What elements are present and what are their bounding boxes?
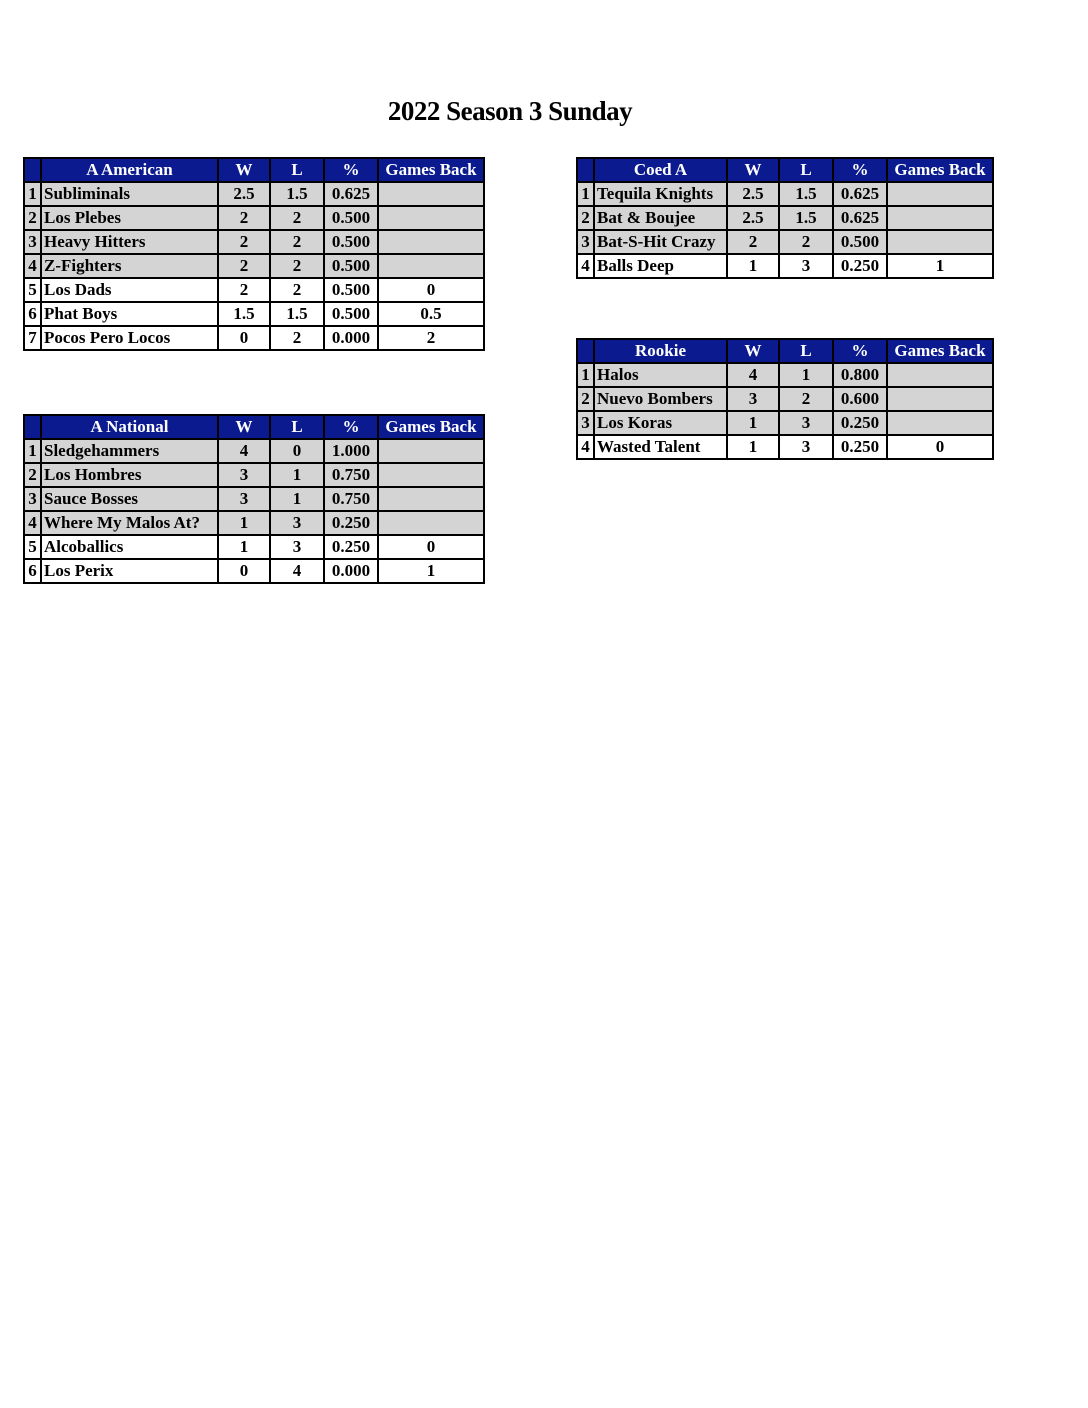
wins-cell: 3 [218, 487, 270, 511]
pct-cell: 0.500 [324, 230, 378, 254]
team-name-cell: Los Dads [41, 278, 218, 302]
rank-cell: 1 [24, 182, 41, 206]
table-header-row [577, 158, 993, 182]
table-row [577, 182, 993, 206]
games-back-header: Games Back [378, 158, 484, 182]
rank-cell: 5 [24, 278, 41, 302]
wins-cell: 2 [218, 206, 270, 230]
table-row [577, 206, 993, 230]
losses-header: L [779, 158, 833, 182]
wins-cell: 3 [218, 463, 270, 487]
games-back-cell [378, 206, 484, 230]
pct-cell: 0.625 [324, 182, 378, 206]
table-row [577, 411, 993, 435]
wins-header: W [727, 158, 779, 182]
losses-header: L [779, 339, 833, 363]
table-row [24, 559, 484, 583]
losses-header: L [270, 158, 324, 182]
pct-cell: 0.600 [833, 387, 887, 411]
rank-cell: 3 [577, 411, 594, 435]
rank-cell: 4 [577, 254, 594, 278]
standings-table-rookie [576, 338, 994, 460]
pct-cell: 0.250 [833, 411, 887, 435]
table-row [24, 463, 484, 487]
wins-cell: 1 [218, 535, 270, 559]
losses-cell: 1 [270, 463, 324, 487]
page-title: 2022 Season 3 Sunday [387, 96, 633, 126]
rank-cell: 3 [24, 230, 41, 254]
games-back-cell: 2 [378, 326, 484, 350]
team-name-cell: Los Perix [41, 559, 218, 583]
wins-cell: 3 [727, 387, 779, 411]
pct-cell: 0.750 [324, 463, 378, 487]
rank-cell: 2 [24, 463, 41, 487]
wins-cell: 4 [218, 439, 270, 463]
table-row [24, 535, 484, 559]
pct-header: % [833, 339, 887, 363]
pct-cell: 0.500 [324, 278, 378, 302]
rank-cell: 2 [577, 387, 594, 411]
games-back-cell: 0 [378, 278, 484, 302]
games-back-cell [378, 439, 484, 463]
team-name-cell: Pocos Pero Locos [41, 326, 218, 350]
team-name-cell: Subliminals [41, 182, 218, 206]
pct-header: % [324, 158, 378, 182]
games-back-cell [887, 230, 993, 254]
rank-cell: 6 [24, 559, 41, 583]
table-row [24, 487, 484, 511]
team-name-cell: Where My Malos At? [41, 511, 218, 535]
pct-cell: 0.625 [833, 206, 887, 230]
pct-cell: 0.800 [833, 363, 887, 387]
losses-cell: 0 [270, 439, 324, 463]
table-row [577, 363, 993, 387]
pct-cell: 0.500 [324, 302, 378, 326]
rank-cell: 1 [24, 439, 41, 463]
rank-cell: 3 [577, 230, 594, 254]
wins-cell: 2 [218, 230, 270, 254]
table-row [24, 182, 484, 206]
team-name-cell: Z-Fighters [41, 254, 218, 278]
standings-table-coed-a [576, 157, 994, 279]
team-name-cell: Nuevo Bombers [594, 387, 727, 411]
pct-cell: 0.500 [833, 230, 887, 254]
wins-cell: 4 [727, 363, 779, 387]
rank-cell: 3 [24, 487, 41, 511]
pct-cell: 0.500 [324, 254, 378, 278]
rank-cell: 7 [24, 326, 41, 350]
wins-cell: 0 [218, 326, 270, 350]
losses-cell: 3 [270, 511, 324, 535]
pct-cell: 0.000 [324, 326, 378, 350]
losses-cell: 3 [779, 435, 833, 459]
games-back-cell [887, 182, 993, 206]
losses-cell: 2 [270, 206, 324, 230]
rank-cell: 1 [577, 363, 594, 387]
pct-cell: 0.000 [324, 559, 378, 583]
games-back-cell [378, 254, 484, 278]
table-row [577, 254, 993, 278]
table-row [24, 254, 484, 278]
games-back-cell: 1 [378, 559, 484, 583]
games-back-cell [887, 411, 993, 435]
table-row [24, 230, 484, 254]
team-name-cell: Sauce Bosses [41, 487, 218, 511]
table-header-row [24, 158, 484, 182]
pct-header: % [324, 415, 378, 439]
games-back-cell [378, 511, 484, 535]
pct-cell: 0.250 [833, 435, 887, 459]
pct-cell: 0.750 [324, 487, 378, 511]
pct-header: % [833, 158, 887, 182]
table-row [577, 230, 993, 254]
wins-header: W [218, 158, 270, 182]
games-back-header: Games Back [887, 158, 993, 182]
losses-cell: 1.5 [779, 206, 833, 230]
wins-cell: 1 [727, 411, 779, 435]
wins-cell: 2.5 [727, 206, 779, 230]
table-header-row [24, 415, 484, 439]
standings-table-a-american [23, 157, 485, 351]
losses-header: L [270, 415, 324, 439]
table-row [24, 326, 484, 350]
team-name-cell: Los Koras [594, 411, 727, 435]
wins-cell: 2.5 [218, 182, 270, 206]
losses-cell: 3 [779, 411, 833, 435]
rank-header [577, 339, 594, 363]
team-name-cell: Los Plebes [41, 206, 218, 230]
pct-cell: 0.500 [324, 206, 378, 230]
team-name-cell: Balls Deep [594, 254, 727, 278]
games-back-cell: 0 [378, 535, 484, 559]
losses-cell: 2 [779, 230, 833, 254]
table-row [24, 302, 484, 326]
team-name-cell: Wasted Talent [594, 435, 727, 459]
wins-cell: 2 [218, 278, 270, 302]
wins-cell: 1.5 [218, 302, 270, 326]
team-name-cell: Bat-S-Hit Crazy [594, 230, 727, 254]
team-name-cell: Alcoballics [41, 535, 218, 559]
pct-cell: 0.250 [324, 511, 378, 535]
losses-cell: 4 [270, 559, 324, 583]
division-name-header: Rookie [594, 339, 727, 363]
division-name-header: A American [41, 158, 218, 182]
team-name-cell: Los Hombres [41, 463, 218, 487]
wins-cell: 1 [218, 511, 270, 535]
pct-cell: 0.250 [833, 254, 887, 278]
wins-header: W [218, 415, 270, 439]
losses-cell: 2 [270, 278, 324, 302]
losses-cell: 3 [270, 535, 324, 559]
games-back-cell [887, 363, 993, 387]
rank-cell: 1 [577, 182, 594, 206]
games-back-cell: 0.5 [378, 302, 484, 326]
division-name-header: A National [41, 415, 218, 439]
losses-cell: 3 [779, 254, 833, 278]
pct-cell: 1.000 [324, 439, 378, 463]
pct-cell: 0.625 [833, 182, 887, 206]
games-back-cell: 1 [887, 254, 993, 278]
team-name-cell: Bat & Boujee [594, 206, 727, 230]
games-back-cell [887, 387, 993, 411]
losses-cell: 2 [779, 387, 833, 411]
losses-cell: 1 [779, 363, 833, 387]
table-header-row [577, 339, 993, 363]
rank-cell: 4 [577, 435, 594, 459]
standings-table-a-national [23, 414, 485, 584]
table-row [24, 206, 484, 230]
losses-cell: 2 [270, 326, 324, 350]
games-back-cell [378, 487, 484, 511]
team-name-cell: Phat Boys [41, 302, 218, 326]
rank-cell: 4 [24, 511, 41, 535]
wins-cell: 2 [727, 230, 779, 254]
rank-header [24, 415, 41, 439]
rank-header [24, 158, 41, 182]
losses-cell: 1.5 [270, 302, 324, 326]
table-row [577, 435, 993, 459]
losses-cell: 2 [270, 230, 324, 254]
rank-cell: 2 [24, 206, 41, 230]
wins-cell: 1 [727, 254, 779, 278]
games-back-header: Games Back [378, 415, 484, 439]
wins-cell: 1 [727, 435, 779, 459]
rank-header [577, 158, 594, 182]
wins-cell: 2.5 [727, 182, 779, 206]
team-name-cell: Sledgehammers [41, 439, 218, 463]
table-row [24, 439, 484, 463]
games-back-cell: 0 [887, 435, 993, 459]
rank-cell: 6 [24, 302, 41, 326]
games-back-cell [378, 182, 484, 206]
games-back-cell [378, 463, 484, 487]
team-name-cell: Heavy Hitters [41, 230, 218, 254]
losses-cell: 1.5 [779, 182, 833, 206]
table-row [24, 511, 484, 535]
rank-cell: 2 [577, 206, 594, 230]
wins-header: W [727, 339, 779, 363]
wins-cell: 2 [218, 254, 270, 278]
pct-cell: 0.250 [324, 535, 378, 559]
losses-cell: 1 [270, 487, 324, 511]
team-name-cell: Tequila Knights [594, 182, 727, 206]
rank-cell: 4 [24, 254, 41, 278]
losses-cell: 1.5 [270, 182, 324, 206]
losses-cell: 2 [270, 254, 324, 278]
games-back-header: Games Back [887, 339, 993, 363]
team-name-cell: Halos [594, 363, 727, 387]
division-name-header: Coed A [594, 158, 727, 182]
games-back-cell [887, 206, 993, 230]
table-row [24, 278, 484, 302]
games-back-cell [378, 230, 484, 254]
table-row [577, 387, 993, 411]
wins-cell: 0 [218, 559, 270, 583]
rank-cell: 5 [24, 535, 41, 559]
